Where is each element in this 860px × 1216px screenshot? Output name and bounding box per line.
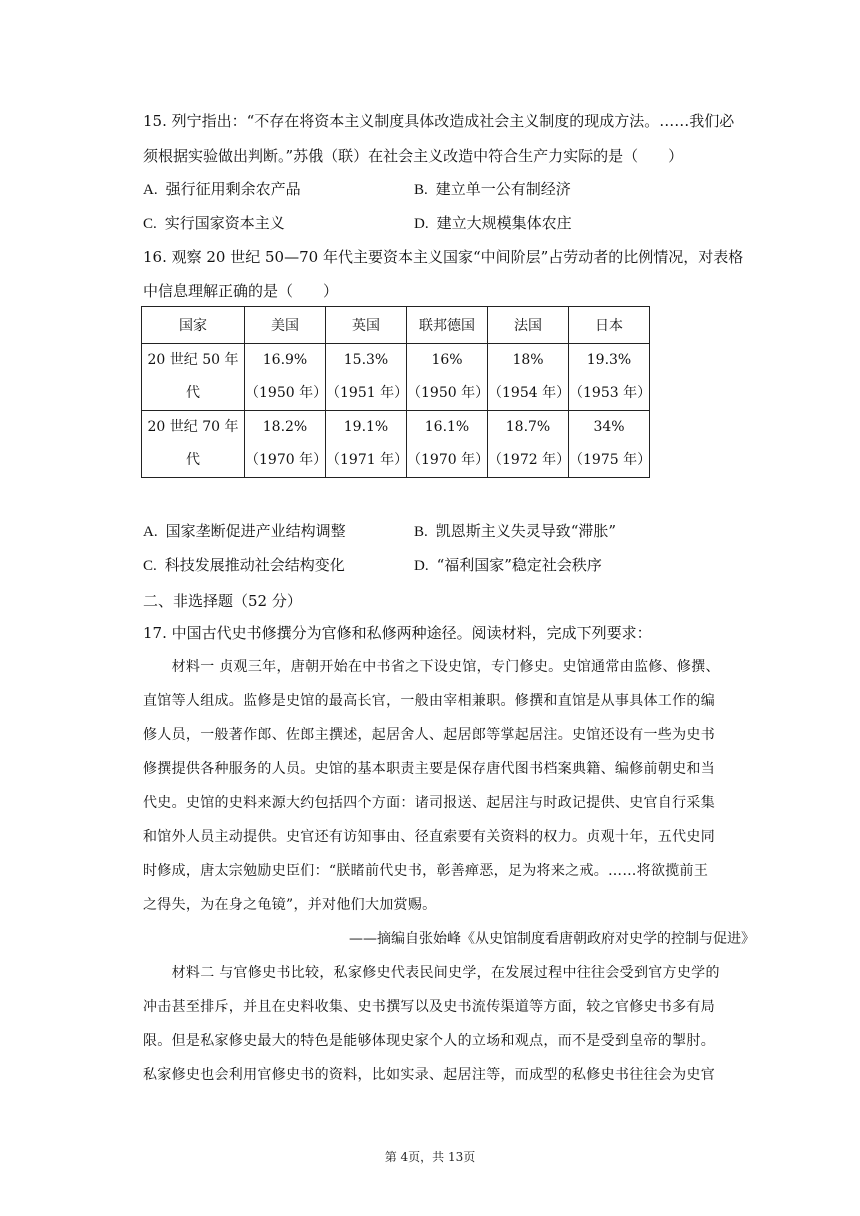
table-cell bbox=[245, 411, 326, 478]
cell-year: （1954 年） bbox=[488, 385, 571, 401]
cell-percent: 16% bbox=[431, 352, 463, 368]
option-label: B. bbox=[414, 182, 428, 198]
table-cell bbox=[245, 344, 326, 411]
cell-percent: 18.2% bbox=[262, 419, 308, 435]
option-label: D. bbox=[414, 216, 429, 232]
material-1-line: 和馆外人员主动提供。史官还有访知事由、径直索要有关资料的权力。贞观十年，五代史同 bbox=[143, 829, 715, 845]
cell-year: （1950 年） bbox=[407, 385, 490, 401]
cell-year: （1950 年） bbox=[245, 385, 328, 401]
material-1-line: 之得失，为在身之龟镜”，并对他们大加赏赐。 bbox=[143, 897, 437, 913]
option-label: C. bbox=[143, 216, 157, 232]
q16-option-d bbox=[414, 554, 602, 577]
table-header-cell: 国家 bbox=[142, 307, 245, 344]
cell-percent: 18.7% bbox=[505, 419, 551, 435]
q15-option-c bbox=[143, 212, 285, 235]
table-cell bbox=[326, 344, 407, 411]
option-text: 强行征用剩余农产品 bbox=[165, 180, 301, 198]
cell-percent: 16.9% bbox=[262, 352, 308, 368]
material-2-line: 冲击甚至排斥，并且在史料收集、史书撰写以及史书流传渠道等方面，较之官修史书多有局 bbox=[143, 999, 715, 1015]
table-cell bbox=[326, 411, 407, 478]
section-title: 二、非选择题（52 分） bbox=[143, 592, 302, 610]
table-row bbox=[142, 344, 650, 411]
q16-option-b bbox=[414, 520, 616, 543]
option-label: B. bbox=[414, 524, 428, 540]
cell-percent: 18% bbox=[512, 352, 544, 368]
q16-option-c bbox=[143, 554, 345, 577]
material-2-line: 私家修史也会利用官修史书的资料，比如实录、起居注等，而成型的私修史书往往会为史官 bbox=[143, 1067, 715, 1083]
option-text: 国家垄断促进产业结构调整 bbox=[165, 522, 346, 540]
cell-year: （1953 年） bbox=[569, 385, 652, 401]
q16-option-a bbox=[143, 520, 346, 543]
cell-percent: 19.3% bbox=[586, 352, 632, 368]
option-label: A. bbox=[143, 524, 158, 540]
q15-stem-line-1: 15. 列宁指出：“不存在将资本主义制度具体改造成社会主义制度的现成方法。……我们必 bbox=[143, 112, 735, 130]
material-2-line: 限。但是私家修史最大的特色是能够体现史家个人的立场和观点，而不是受到皇帝的掣肘。 bbox=[143, 1033, 715, 1049]
cell-year: （1951 年） bbox=[326, 385, 409, 401]
table-header-cell: 美国 bbox=[245, 307, 326, 344]
q15-option-a bbox=[143, 178, 301, 201]
table-header-cell: 联邦德国 bbox=[407, 307, 488, 344]
cell-percent: 34% bbox=[593, 419, 625, 435]
material-1-line: 修人员，一般著作郎、佐郎主撰述，起居舍人、起居郎等掌起居注。史馆还设有一些为史书 bbox=[143, 727, 715, 743]
cell-year: （1971 年） bbox=[326, 452, 409, 468]
option-text: 建立大规模集体农庄 bbox=[436, 214, 572, 232]
table-cell bbox=[407, 411, 488, 478]
cell-year: （1972 年） bbox=[488, 452, 571, 468]
q16-stem-line-2: 中信息理解正确的是（ ） bbox=[143, 282, 339, 300]
option-text: 凯恩斯主义失灵导致“滞胀” bbox=[435, 522, 617, 540]
table-cell bbox=[407, 344, 488, 411]
table-header-row bbox=[142, 307, 650, 344]
q15-option-d bbox=[414, 212, 572, 235]
option-text: “福利国家”稳定社会秩序 bbox=[436, 556, 602, 574]
material-1-source: ——摘编自张始峰《从史馆制度看唐朝政府对史学的控制与促进》 bbox=[349, 931, 755, 947]
table-header-cell: 法国 bbox=[488, 307, 569, 344]
q16-stem-line-1: 16. 观察 20 世纪 50—70 年代主要资本主义国家“中间阶层”占劳动者的比例情况，对表格 bbox=[143, 248, 744, 266]
material-1-line: 材料一 贞观三年，唐朝开始在中书省之下设史馆，专门修史。史馆通常由监修、修撰、 bbox=[143, 659, 720, 675]
cell-year: （1970 年） bbox=[245, 452, 328, 468]
cell-year: （1975 年） bbox=[569, 452, 652, 468]
cell-year: （1970 年） bbox=[407, 452, 490, 468]
option-text: 建立单一公有制经济 bbox=[435, 180, 571, 198]
material-1-line: 修撰提供各种服务的人员。史馆的基本职责主要是保存唐代图书档案典籍、编修前朝史和当 bbox=[143, 761, 715, 777]
option-text: 实行国家资本主义 bbox=[164, 214, 285, 232]
table-cell bbox=[569, 344, 650, 411]
q15-option-b bbox=[414, 178, 571, 201]
material-2-line: 材料二 与官修史书比较，私家修史代表民间史学，在发展过程中往往会受到官方史学的 bbox=[143, 965, 720, 981]
row-label: 20 世纪 50 年代 bbox=[142, 344, 245, 411]
cell-percent: 16.1% bbox=[424, 419, 470, 435]
table-cell bbox=[488, 344, 569, 411]
material-1-line: 代史。史馆的史料来源大约包括四个方面：诸司报送、起居注与时政记提供、史官自行采集 bbox=[143, 795, 715, 811]
option-label: D. bbox=[414, 558, 429, 574]
material-1-line: 直馆等人组成。监修是史馆的最高长官，一般由宰相兼职。修撰和直馆是从事具体工作的编 bbox=[143, 693, 715, 709]
table-header-cell: 英国 bbox=[326, 307, 407, 344]
option-label: A. bbox=[143, 182, 158, 198]
q17-stem: 17. 中国古代史书修撰分为官修和私修两种途径。阅读材料，完成下列要求： bbox=[143, 624, 652, 642]
middle-class-ratio-table bbox=[141, 306, 650, 478]
option-label: C. bbox=[143, 558, 157, 574]
material-1-line: 时修成，唐太宗勉励史臣们：“朕睹前代史书，彰善瘅恶，足为将来之戒。……将欲揽前王 bbox=[143, 863, 709, 879]
table-cell bbox=[488, 411, 569, 478]
option-text: 科技发展推动社会结构变化 bbox=[164, 556, 345, 574]
table-cell bbox=[569, 411, 650, 478]
cell-percent: 19.1% bbox=[343, 419, 389, 435]
q15-stem-line-2: 须根据实验做出判断。”苏俄（联）在社会主义改造中符合生产力实际的是（ ） bbox=[143, 147, 684, 165]
table-header-cell: 日本 bbox=[569, 307, 650, 344]
table-row bbox=[142, 411, 650, 478]
cell-percent: 15.3% bbox=[343, 352, 389, 368]
page-footer: 第 4页，共 13页 bbox=[384, 1150, 476, 1164]
row-label: 20 世纪 70 年代 bbox=[142, 411, 245, 478]
